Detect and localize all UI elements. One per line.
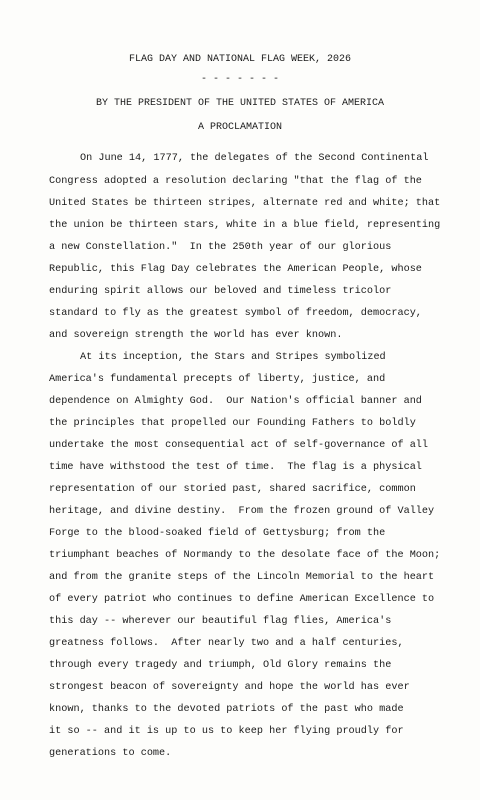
- body-line: of every patriot who continues to define American Excellence to: [49, 594, 435, 605]
- body-line: Forge to the blood-soaked field of Gettysburg; from the: [49, 528, 386, 539]
- body-line: this day -- wherever our beautiful flag flies, America's: [49, 616, 392, 627]
- body-line: enduring spirit allows our beloved and timeless tricolor: [49, 286, 392, 297]
- body-line: known, thanks to the devoted patriots of the past who made: [49, 704, 404, 715]
- body-line: a new Constellation." In the 250th year of our glorious: [49, 242, 392, 253]
- body-line: the principles that propelled our Founding Fathers to boldly: [49, 418, 416, 429]
- body-line: At its inception, the Stars and Stripes symbolized: [80, 352, 386, 363]
- body-line: triumphant beaches of Normandy to the desolate face of the Moon;: [49, 550, 441, 561]
- body-line: Congress adopted a resolution declaring "that the flag of the: [49, 176, 422, 187]
- body-line: undertake the most consequential act of self-governance of all: [49, 440, 429, 451]
- body-line: generations to come.: [49, 748, 172, 759]
- body-line: through every tragedy and triumph, Old Glory remains the: [49, 660, 392, 671]
- body-line: time have withstood the test of time. The flag is a physical: [49, 462, 422, 473]
- body-line: it so -- and it is up to us to keep her flying proudly for: [49, 726, 404, 737]
- title-separator: - - - - - - -: [200, 74, 279, 85]
- proclamation-subtitle: A PROCLAMATION: [197, 122, 282, 133]
- body-line: representation of our storied past, shared sacrifice, common: [49, 484, 416, 495]
- body-line: and from the granite steps of the Lincoln Memorial to the heart: [49, 572, 435, 583]
- body-line: the union be thirteen stars, white in a blue field, representing: [49, 220, 441, 231]
- document-title: FLAG DAY AND NATIONAL FLAG WEEK, 2026: [128, 54, 352, 65]
- byline: BY THE PRESIDENT OF THE UNITED STATES OF AMERICA: [95, 98, 385, 109]
- body-line: Republic, this Flag Day celebrates the American People, whose: [49, 264, 422, 275]
- body-line: strongest beacon of sovereignty and hope the world has ever: [49, 682, 410, 693]
- body-line: and sovereign strength the world has ever known.: [49, 330, 343, 341]
- body-line: standard to fly as the greatest symbol of freedom, democracy,: [49, 308, 422, 319]
- body-line: America's fundamental precepts of liberty, justice, and: [49, 374, 386, 385]
- body-line: On June 14, 1777, the delegates of the Second Continental: [80, 153, 429, 164]
- body-line: dependence on Almighty God. Our Nation's official banner and: [49, 396, 422, 407]
- body-line: greatness follows. After nearly two and a half centuries,: [49, 638, 404, 649]
- body-line: heritage, and divine destiny. From the frozen ground of Valley: [49, 506, 435, 517]
- body-line: United States be thirteen stripes, alternate red and white; that: [49, 198, 441, 209]
